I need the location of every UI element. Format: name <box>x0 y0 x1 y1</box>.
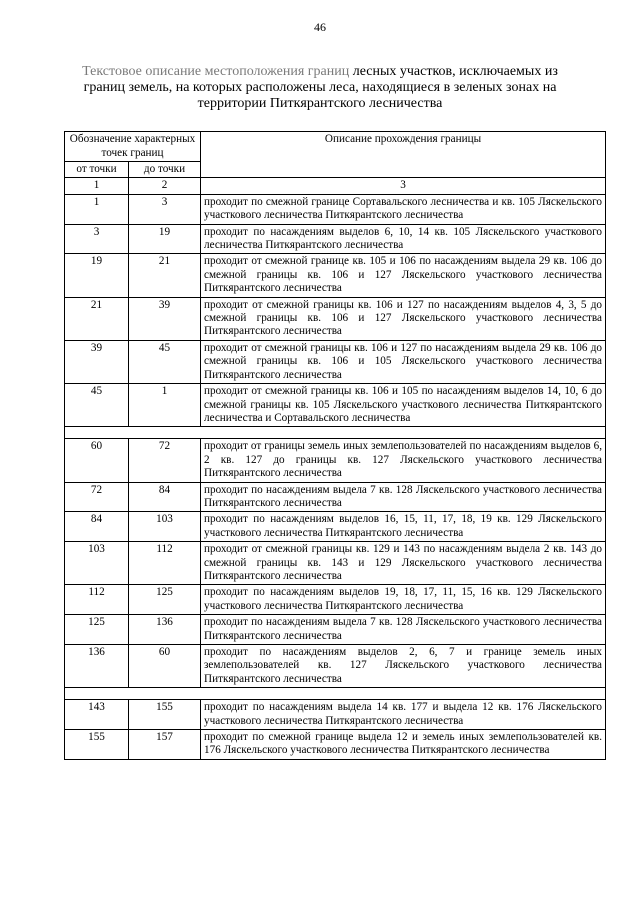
cell-from-point: 60 <box>65 439 129 482</box>
cell-to-point: 157 <box>129 730 201 760</box>
cell-to-point: 19 <box>129 224 201 254</box>
table-row <box>65 194 606 224</box>
cell-from-point: 143 <box>65 700 129 730</box>
header-to-point: до точки <box>129 162 201 178</box>
cell-from-point: 45 <box>65 384 129 427</box>
cell-from-point: 103 <box>65 542 129 585</box>
table-row <box>65 615 606 645</box>
cell-from-point: 3 <box>65 224 129 254</box>
cell-to-point: 125 <box>129 585 201 615</box>
group-separator-row <box>65 688 606 700</box>
cell-to-point: 155 <box>129 700 201 730</box>
cell-description: проходит по насаждениям выдела 7 кв. 128 Ляскельского участкового лесничества Питкярантского лесничества <box>201 615 606 645</box>
table-row <box>65 340 606 383</box>
table-row <box>65 384 606 427</box>
cell-from-point: 19 <box>65 254 129 297</box>
table-row <box>65 512 606 542</box>
cell-to-point: 112 <box>129 542 201 585</box>
cell-description: проходит по насаждениям выдела 7 кв. 128 Ляскельского участкового лесничества Питкярантского лесничества <box>201 482 606 512</box>
cell-from-point: 84 <box>65 512 129 542</box>
cell-from-point: 155 <box>65 730 129 760</box>
page-number: 46 <box>314 20 326 34</box>
header-description: Описание прохождения границы <box>201 132 606 178</box>
header-from-point: от точки <box>65 162 129 178</box>
column-number-3: 3 <box>201 178 606 194</box>
table-row <box>65 439 606 482</box>
header-points-group: Обозначение характерных точек границ <box>65 132 201 162</box>
column-number-2: 2 <box>129 178 201 194</box>
cell-description: проходит по насаждениям выделов 19, 18, 17, 11, 15, 16 кв. 129 Ляскельского участкового лесничества Питкярантского лесничества <box>201 585 606 615</box>
cell-description: проходит по насаждениям выдела 14 кв. 177 и выдела 12 кв. 176 Ляскельского участкового лесничества Питкярантского лесничества <box>201 700 606 730</box>
cell-description: проходит по насаждениям выделов 2, 6, 7 и границе земель иных землепользователей кв. 127 Ляскельского участкового лесничества Питкярантского лесничества <box>201 645 606 688</box>
cell-description: проходит по насаждениям выделов 6, 10, 14 кв. 105 Ляскельского участкового лесничества Питкярантского лесничества <box>201 224 606 254</box>
cell-from-point: 21 <box>65 297 129 340</box>
cell-description: проходит по насаждениям выделов 16, 15, 11, 17, 18, 19 кв. 129 Ляскельского участкового лесничества Питкярантского лесничества <box>201 512 606 542</box>
cell-to-point: 72 <box>129 439 201 482</box>
cell-to-point: 136 <box>129 615 201 645</box>
cell-from-point: 125 <box>65 615 129 645</box>
group-separator-row <box>65 427 606 439</box>
table-row <box>65 700 606 730</box>
boundary-table <box>64 131 606 760</box>
cell-from-point: 39 <box>65 340 129 383</box>
document-title <box>60 64 580 112</box>
table-row <box>65 297 606 340</box>
title-main-part: лесных участков, исключаемых из границ земель, на которых расположены леса, находящиеся в зеленых зонах на территории Питкярантского лесничества <box>83 64 558 111</box>
table-body <box>65 194 606 759</box>
cell-description: проходит от смежной границы кв. 106 и 127 по насаждениям выделов 4, 3, 5 до смежной границы кв. 106 и 127 Ляскельского участкового лесничества Питкярантского лесничества <box>201 297 606 340</box>
cell-to-point: 1 <box>129 384 201 427</box>
cell-from-point: 112 <box>65 585 129 615</box>
cell-to-point: 21 <box>129 254 201 297</box>
table-row <box>65 482 606 512</box>
cell-to-point: 39 <box>129 297 201 340</box>
column-number-1: 1 <box>65 178 129 194</box>
cell-to-point: 60 <box>129 645 201 688</box>
table-row <box>65 585 606 615</box>
group-separator-cell <box>65 688 606 700</box>
cell-description: проходит от смежной границы кв. 106 и 105 по насаждениям выделов 14, 10, 6 до смежной границы кв. 105 Ляскельского участкового лесничества Питкярантского лесничества и Сортавальского лесничества <box>201 384 606 427</box>
cell-description: проходит от смежной границы кв. 129 и 143 по насаждениям выдела 2 кв. 143 до смежной границы кв. 143 и 129 Ляскельского участкового лесничества Питкярантского лесничества <box>201 542 606 585</box>
cell-to-point: 103 <box>129 512 201 542</box>
table-row <box>65 542 606 585</box>
cell-to-point: 45 <box>129 340 201 383</box>
table-row <box>65 730 606 760</box>
cell-to-point: 84 <box>129 482 201 512</box>
cell-from-point: 136 <box>65 645 129 688</box>
cell-description: проходит от смежной границы кв. 106 и 127 по насаждениям выдела 29 кв. 106 до смежной границы кв. 106 и 105 Ляскельского участкового лесничества Питкярантского лесничества <box>201 340 606 383</box>
cell-from-point: 1 <box>65 194 129 224</box>
cell-description: проходит от границы земель иных землепользователей по насаждениям выделов 6, 2 кв. 127 до границы кв. 127 Ляскельского участкового лесничества Питкярантского лесничества <box>201 439 606 482</box>
cell-from-point: 72 <box>65 482 129 512</box>
cell-to-point: 3 <box>129 194 201 224</box>
title-faded-part: Текстовое описание местоположения границ <box>82 64 350 79</box>
group-separator-cell <box>65 427 606 439</box>
cell-description: проходит по смежной границе выдела 12 и земель иных землепользователей кв. 176 Ляскельского участкового лесничества Питкярантского лесничества <box>201 730 606 760</box>
table-row <box>65 224 606 254</box>
table-row <box>65 254 606 297</box>
table-row <box>65 645 606 688</box>
cell-description: проходит от смежной границе кв. 105 и 106 по насаждениям выдела 29 кв. 106 до смежной границы кв. 106 и 127 Ляскельского участкового лесничества Питкярантского лесничества <box>201 254 606 297</box>
cell-description: проходит по смежной границе Сортавальского лесничества и кв. 105 Ляскельского участкового лесничества Питкярантского лесничества <box>201 194 606 224</box>
